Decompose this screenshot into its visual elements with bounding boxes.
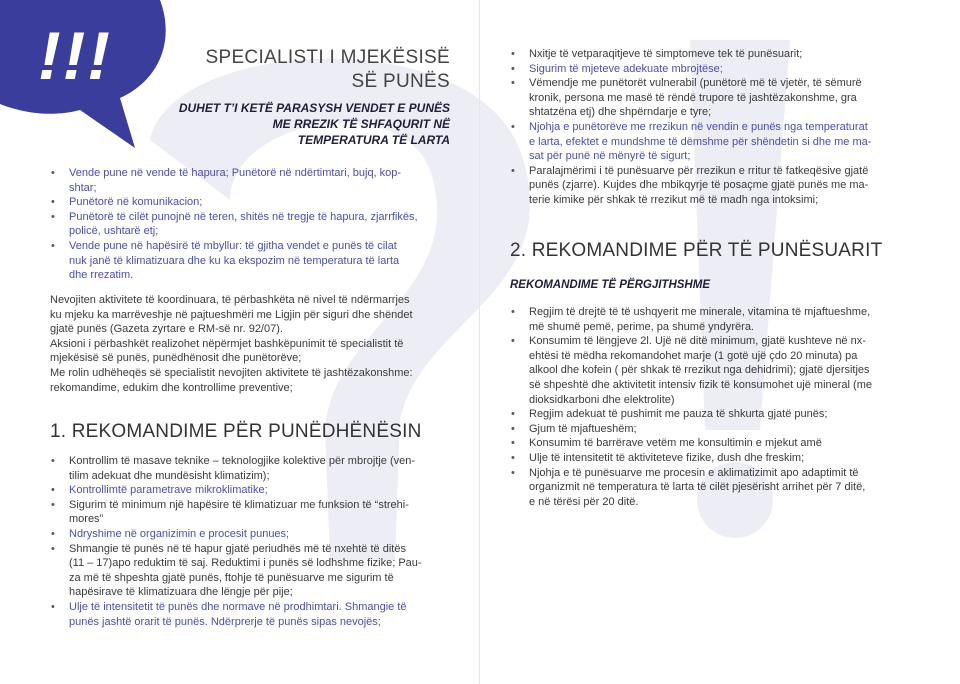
paragraph-line: ku mjeku ka marrëveshje në pajtueshmëri me Ligjin për siguri dhe shëndet bbox=[50, 308, 413, 321]
title-line: SPECIALISTI I MJEKËSISË bbox=[205, 47, 450, 68]
general-recommendations-heading: REKOMANDIME TË PËRGJITHSHME bbox=[510, 279, 710, 291]
list-item: • Ulje të intensitetit të aktiviteteve fizike, dush dhe freskim; bbox=[511, 451, 805, 464]
list-item: • Regjim të drejtë të të ushqyerit me minerale, vitamina të mjaftueshme, më shumë pemë, perime, pa shumë yndyrëra. bbox=[511, 306, 871, 333]
list-item: • Njohja e punëtorëve me rrezikun në vendin e punës nga temperaturat e larta, efektet e mundshme të dëmshme për shëndetin si dhe me ma- sat për punë në mënyrë të sigurt; bbox=[511, 120, 872, 163]
subtitle-line: DUHET T’I KETË PARASYSH VENDET E PUNËS bbox=[178, 101, 450, 115]
employee-recommendations-list bbox=[510, 305, 918, 509]
list-item: • Sigurim të mjeteve adekuate mbrojtëse; bbox=[511, 62, 723, 75]
list-item: • Sigurim të minimum një hapësire të klimatizuar me funksion të “strehi- mores” bbox=[51, 498, 409, 526]
paragraph-line: mjekësisë së punës, punëdhënosit dhe punëtorëve; bbox=[50, 352, 302, 365]
list-item: • Gjum të mjaftueshëm; bbox=[511, 422, 637, 435]
list-item: • Punëtorë në komunikacion; bbox=[51, 196, 203, 209]
exclamation-badge-text: !!! bbox=[38, 18, 112, 94]
title-line: SË PUNËS bbox=[351, 71, 450, 92]
list-item: • Vëmendje me punëtorët vulnerabil (punëtorë më të vjetër, të sëmurë kronik, persona me masë të rëndë trupore të jashtëzakonshme, gra shtatzëna etj) dhe shpërndarje e tyre; bbox=[511, 77, 862, 119]
section2-heading: 2. REKOMANDIME PËR TË PUNËSUARIT bbox=[510, 240, 883, 261]
list-item: • Ulje të intensitetit të punës dhe normave në prodhimtari. Shmangie të punës jashtë orarit të punës. Ndërprerje të punës sipas nevojës; bbox=[51, 600, 407, 628]
page-subtitle bbox=[120, 100, 450, 148]
workplace-list bbox=[50, 166, 458, 283]
paragraph-line: Aksioni i përbashkët realizohet nëpërmjet bashkëpunimit të specialistit të bbox=[50, 337, 404, 350]
list-item: • Shmangie të punës në të hapur gjatë periudhës më të nxehtë të ditës (11 – 17)apo reduktim të saj. Reduktimi i punës së lodhshme fizike; Pau- za më të shpeshta gjatë punës, ftohje të punësuarve me sigurim të hapësirave të klimatizuara dhe lëngje për pije; bbox=[51, 542, 422, 599]
list-item: • Konsumim të lëngjeve 2l. Ujë në ditë minimum, gjatë kushteve në nx- ehtësi të mëdha rekomandohet marje (1 gotë ujë çdo 20 minuta) pa alkool dhe kofein ( për shkak të rrezikut nga dehidrimi); gjatë djersitjes së shpeshtë dhe aktivitetit intensiv fizik të konsumohet ujë mineral (me dioksidkarboni dhe elektrolite) bbox=[511, 335, 872, 406]
employer-recommendations-list bbox=[50, 454, 460, 629]
section1-heading: 1. REKOMANDIME PËR PUNËDHËNËSIN bbox=[50, 421, 422, 442]
list-item: • Njohja e të punësuarve me procesin e aklimatizimit apo adaptimit të organizmit në temperatura të larta të cilët pjesërisht arrihet për 7 ditë, e në tërësi për 20 ditë. bbox=[511, 466, 866, 508]
list-item: • Kontrollimtë parametrave mikroklimatike; bbox=[51, 484, 268, 497]
list-item: • Ndryshime në organizimin e procesit punues; bbox=[51, 527, 290, 540]
list-item: • Nxitje të vetparaqitjeve të simptomeve tek të punësuarit; bbox=[511, 48, 803, 60]
list-item: • Regjim adekuat të pushimit me pauza të shkurta gjatë punës; bbox=[511, 408, 828, 421]
intro-paragraph bbox=[50, 293, 460, 395]
list-item: • Punëtorë të cilët punojnë në teren, shitës në tregje të hapura, zjarrfikës, policë, ushtarë etj; bbox=[51, 210, 418, 238]
paragraph-line: Nevojiten aktivitete të koordinuara, të përbashkëta në nivel të ndërmarrjes bbox=[50, 294, 410, 306]
subtitle-line: TEMPERATURA TË LARTA bbox=[297, 133, 450, 147]
right-page bbox=[480, 0, 960, 684]
subtitle-line: ME RREZIK TË SHFAQURIT NË bbox=[272, 117, 450, 131]
paragraph-line: gjatë punës (Gazeta zyrtare e RM-së nr. 92/07). bbox=[50, 323, 283, 336]
paragraph-line: rekomandime, edukim dhe kontrollime preventive; bbox=[50, 381, 293, 394]
paragraph-line: Me rolin udhëheqës së specialistit nevojiten aktivitete të jashtëzakonshme: bbox=[50, 366, 413, 379]
list-item: • Konsumim të barrërave vetëm me konsultimin e mjekut amë bbox=[511, 437, 822, 450]
list-item: • Kontrollim të masave teknike – teknologjike kolektive për mbrojtje (ven- tilim adekuat dhe mundësisht klimatizim); bbox=[51, 455, 416, 482]
list-item: • Vende pune në hapësirë të mbyllur: të gjitha vendet e punës të cilat nuk janë të klimatizuara dhe ku ka ekspozim në temperatura të larta dhe rrezatim. bbox=[51, 239, 400, 282]
page-title bbox=[150, 46, 450, 94]
list-item: • Paralajmërimi i të punësuarve për rrezikun e rritur të fatkeqësive gjatë punës (zjarre). Kujdes dhe mbikqyrje të posaçme gjatë punës me ma- terie kimike për shkak të rrezikut më të madh nga intoksimi; bbox=[511, 164, 869, 206]
list-item: • Vende pune në vende të hapura; Punëtorë në ndërtimtari, bujq, kop- shtar; bbox=[51, 167, 402, 194]
continued-recommendations-list bbox=[510, 47, 915, 208]
